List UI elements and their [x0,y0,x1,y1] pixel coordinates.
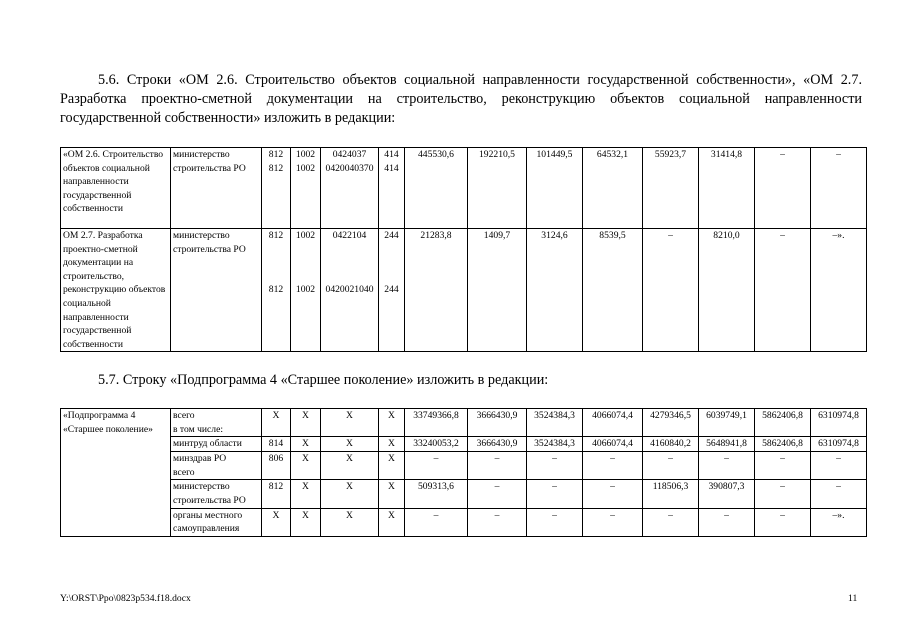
table-om-2-6-2-7 [60,147,867,352]
paragraph-5-7-text: 5.7. Строку «Подпрограмма 4 «Старшее поколение» изложить в редакции: [98,372,549,388]
grbs-cell: 814 [262,437,291,452]
vr-value: 414 [384,162,399,174]
year-cell: – [583,452,643,480]
rzpr-value: 1002 [295,162,316,174]
table-row [61,437,867,452]
year-cell: – [811,148,867,229]
year-cell: – [527,480,583,508]
year-cell: 3524384,3 [527,437,583,452]
year-cell: – [755,452,811,480]
paragraph-5-7 [98,371,900,390]
csr-cell: X [321,452,379,480]
csr-cell: X [321,480,379,508]
year-cell: 192210,5 [468,148,527,229]
executor-cell: министерство строительства РО [171,148,262,229]
table-row [61,409,867,437]
year-cell: 8539,5 [583,229,643,352]
year-cell: 4066074,4 [583,437,643,452]
executor-sublabel: строительства РО [173,494,246,506]
grbs-cell: 806 [262,452,291,480]
year-cell: – [699,508,755,536]
year-cell: 55923,7 [643,148,699,229]
vr-cell: X [379,508,405,536]
csr-cell: X [321,409,379,437]
executor-sublabel: самоуправления [173,523,240,535]
executor-label: минтруд области [173,438,242,450]
year-cell: – [699,452,755,480]
year-cell: – [643,229,699,352]
row-name-om-2-6: «ОМ 2.6. Строительство объектов социальной направленности государственной собственности [61,148,171,229]
total-cell: – [405,452,468,480]
year-cell: 64532,1 [583,148,643,229]
rzpr-value: 1002 [295,283,316,295]
executor-cell [171,437,262,452]
year-cell: –». [811,229,867,352]
year-cell: 4066074,4 [583,409,643,437]
grbs-cell: X [262,508,291,536]
total-cell: – [405,508,468,536]
executor-label: министерство [173,481,230,493]
year-cell: – [468,508,527,536]
year-cell: 3524384,3 [527,409,583,437]
total-cell: 509313,6 [405,480,468,508]
vr-cell: X [379,452,405,480]
year-cell: 101449,5 [527,148,583,229]
rzpr-cell: X [291,452,321,480]
total-cell: 33240053,2 [405,437,468,452]
year-cell: 4279346,5 [643,409,699,437]
year-cell: – [643,452,699,480]
table-row [61,452,867,480]
vr-cell: X [379,437,405,452]
executor-cell [171,409,262,437]
year-cell: 5648941,8 [699,437,755,452]
rzpr-value: 1002 [295,149,316,160]
executor-cell [171,452,262,480]
year-cell: – [755,480,811,508]
total-cell: 445530,6 [405,148,468,229]
year-cell: 1409,7 [468,229,527,352]
rzpr-cell: X [291,409,321,437]
vr-cell: X [379,480,405,508]
year-cell: – [755,229,811,352]
grbs-value: 812 [268,230,284,241]
grbs-cell: 812 [262,480,291,508]
year-cell: 118506,3 [643,480,699,508]
year-cell: 31414,8 [699,148,755,229]
year-cell: – [583,480,643,508]
executor-cell [171,508,262,536]
year-cell: – [527,452,583,480]
year-cell: – [643,508,699,536]
year-cell: 5862406,8 [755,437,811,452]
total-cell: 21283,8 [405,229,468,352]
grbs-value: 812 [268,162,284,174]
year-cell: – [755,508,811,536]
vr-cell: X [379,409,405,437]
subprogram-name-cell: «Подпрограмма 4 «Старшее поколение» [61,409,171,537]
year-cell: 3666430,9 [468,409,527,437]
grbs-value: 812 [268,149,284,160]
paragraph-5-6-text: 5.6. Строки «ОМ 2.6. Строительство объектов социальной направленности государственной собственности», «ОМ 2.7. Разработка проектно-сметной документации на строительство, реконструкцию объектов социальной направленности государственной собственности» изложить в редакции: [60,72,862,126]
vr-value: 244 [384,230,399,241]
executor-sublabel: в том числе: [173,423,224,435]
paragraph-5-6 [60,71,862,128]
table-row [61,508,867,536]
footer-file-path: Y:\ORST\Ppo\0823p534.f18.docx [60,593,191,604]
csr-value: 0420040370 [325,162,374,174]
vr-value: 244 [384,283,399,295]
year-cell: – [811,480,867,508]
csr-value: 0422104 [332,230,367,241]
year-cell: 5862406,8 [755,409,811,437]
year-cell: 390807,3 [699,480,755,508]
table-subprogram-4 [60,408,867,537]
executor-label: органы местного [173,509,243,521]
table-row [61,148,867,229]
year-cell: 6039749,1 [699,409,755,437]
year-cell: 6310974,8 [811,437,867,452]
year-cell: 3124,6 [527,229,583,352]
year-cell: –». [811,508,867,536]
vr-value: 414 [384,149,399,160]
year-cell: 6310974,8 [811,409,867,437]
year-cell: – [468,452,527,480]
csr-value: 0420021040 [325,283,374,295]
row-name-om-2-7: ОМ 2.7. Разработка проектно-сметной документации на строительство, реконструкцию объектов социальной направленности государственной собственности [61,229,171,352]
executor-cell [171,480,262,508]
year-cell: 8210,0 [699,229,755,352]
executor-label: минздрав РО [173,453,227,465]
year-cell: – [527,508,583,536]
csr-value: 0424037 [332,149,367,160]
rzpr-cell: X [291,480,321,508]
year-cell: – [811,452,867,480]
executor-cell: министерство строительства РО [171,229,262,352]
year-cell: 4160840,2 [643,437,699,452]
csr-cell: X [321,508,379,536]
csr-cell: X [321,437,379,452]
rzpr-cell: X [291,508,321,536]
grbs-value: 812 [268,283,284,295]
year-cell: – [583,508,643,536]
executor-sublabel: всего [173,466,195,478]
page-number: 11 [848,593,858,604]
executor-label: всего [173,410,195,421]
table-row [61,229,867,352]
total-cell: 33749366,8 [405,409,468,437]
year-cell: 3666430,9 [468,437,527,452]
table-row [61,480,867,508]
grbs-cell: X [262,409,291,437]
rzpr-value: 1002 [295,230,316,241]
year-cell: – [468,480,527,508]
rzpr-cell: X [291,437,321,452]
year-cell: – [755,148,811,229]
